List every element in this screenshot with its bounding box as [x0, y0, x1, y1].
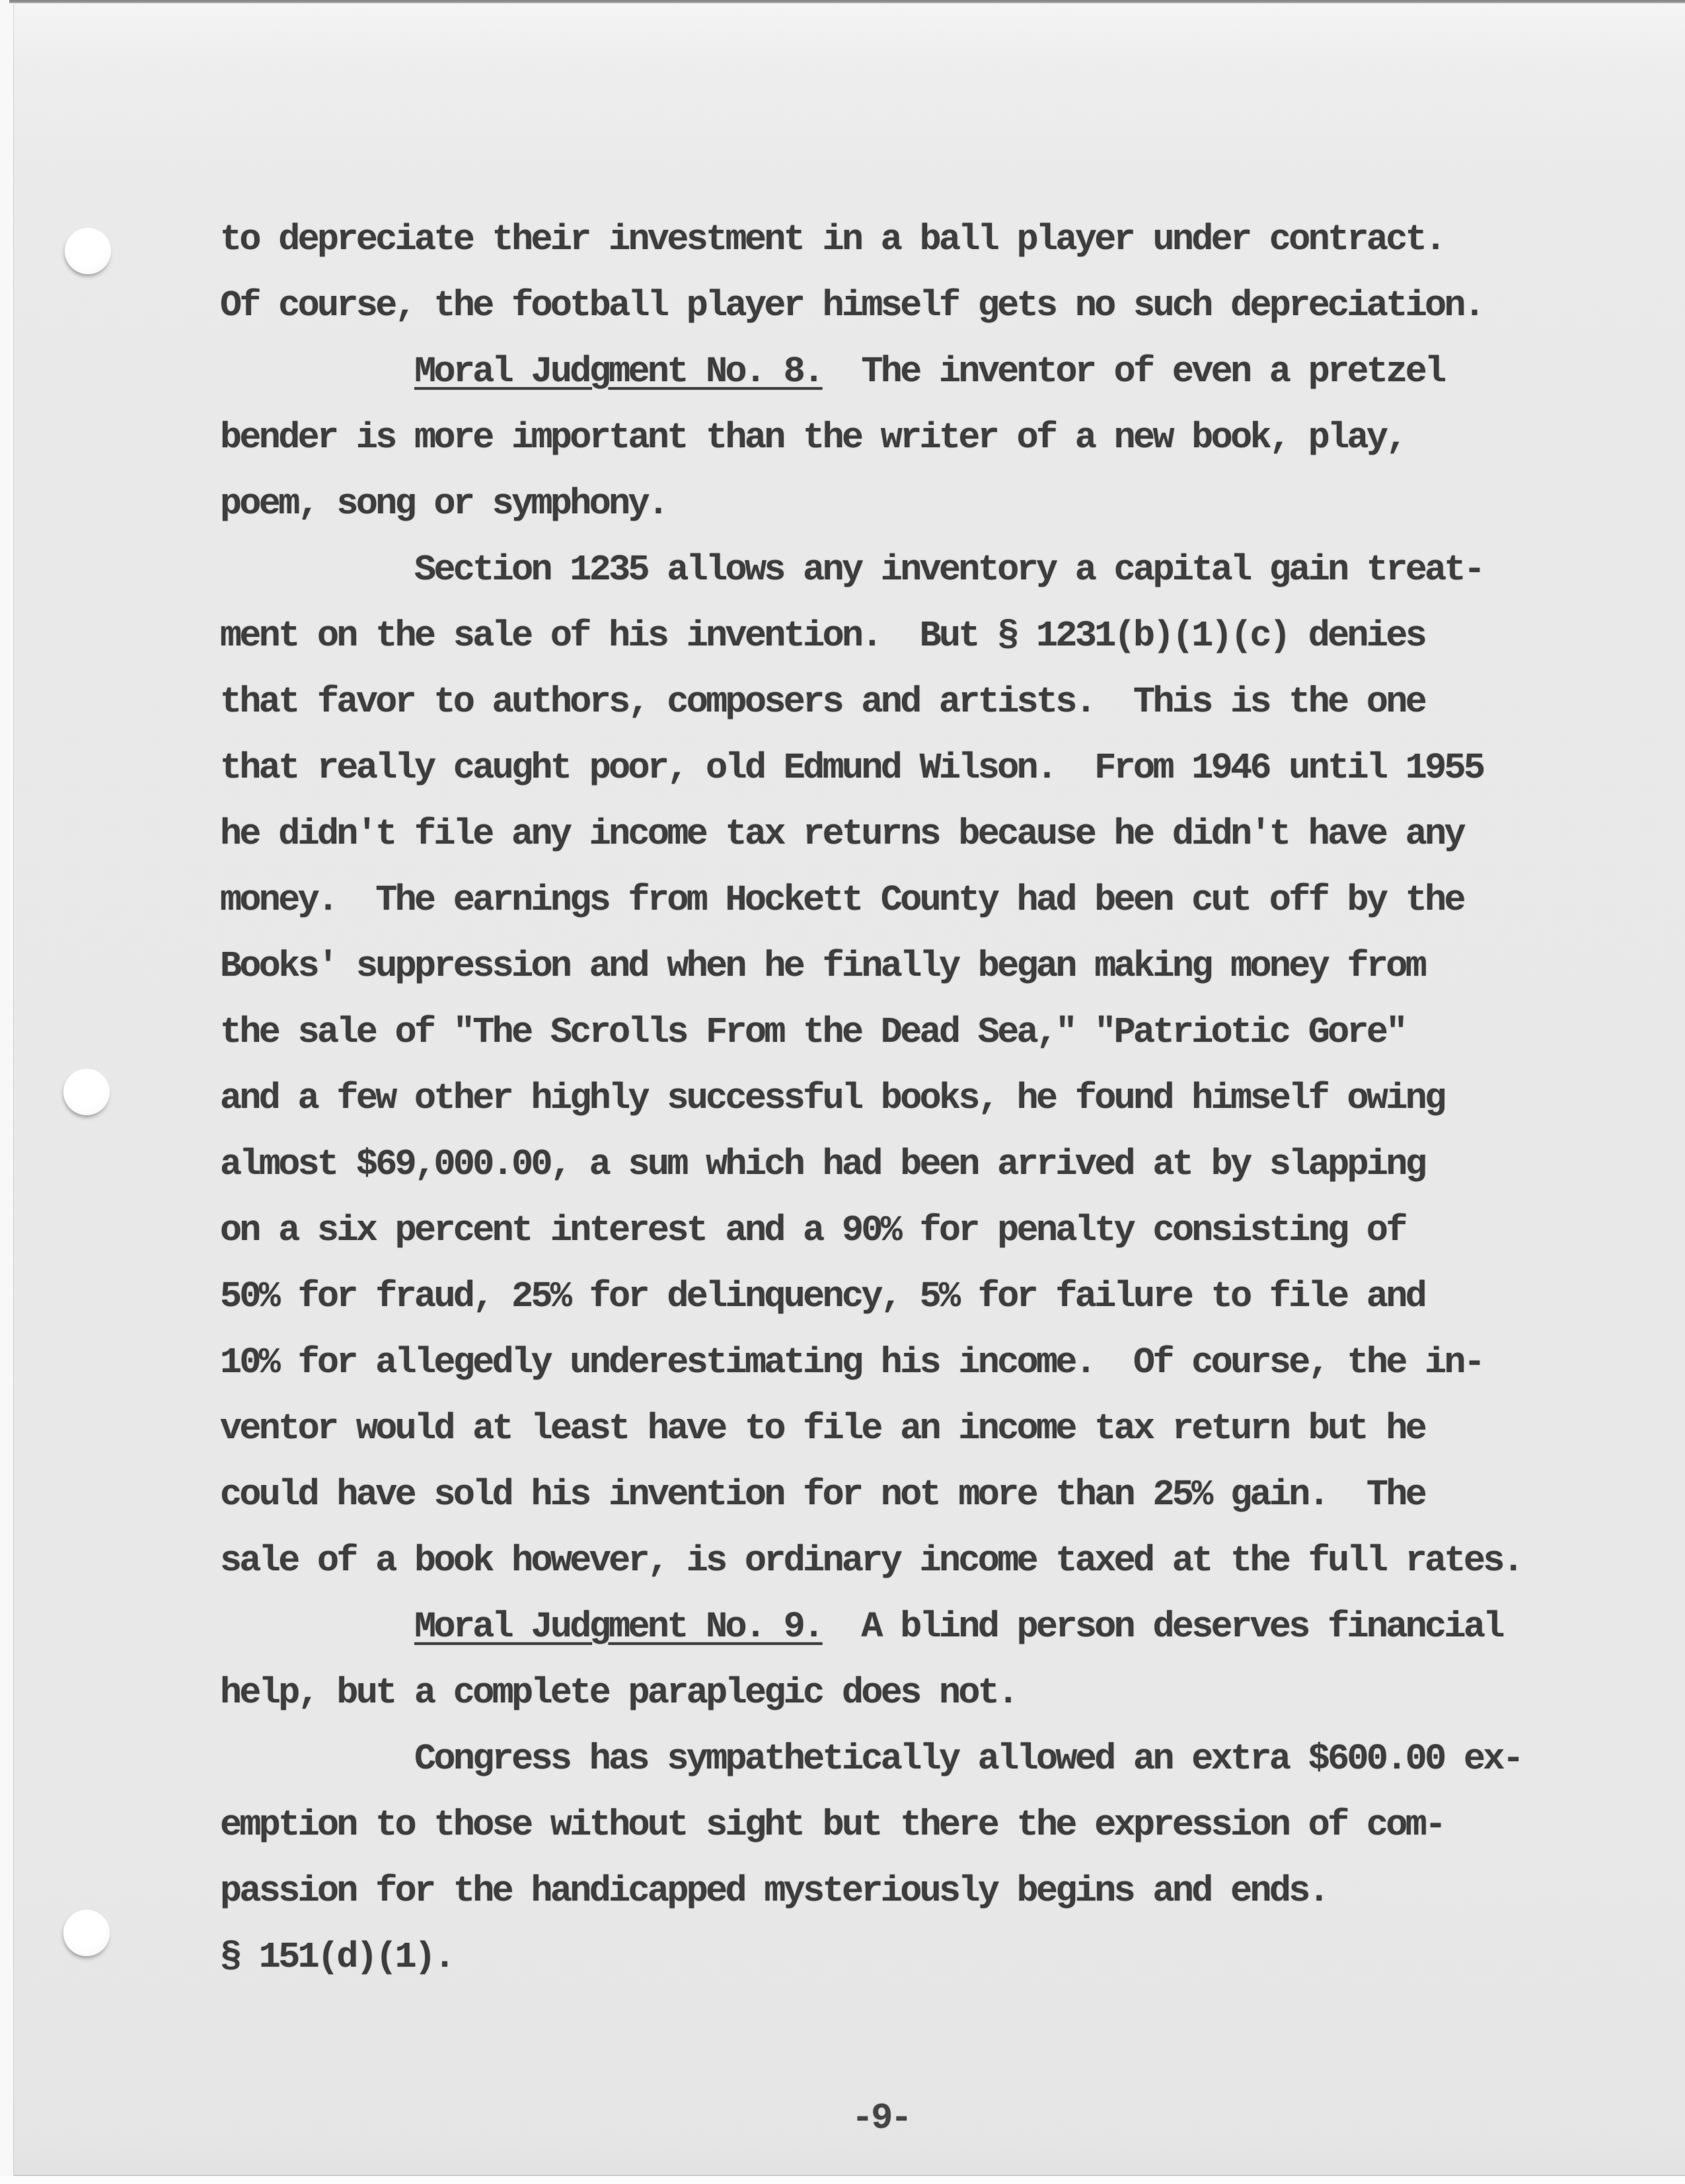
text-segment: ventor would at least have to file an income tax return but he [220, 1408, 1425, 1449]
text-segment: ment on the sale of his invention. But § 1231(b)(1)(c) denies [220, 615, 1425, 657]
text-line [220, 1330, 1522, 1396]
text-line [220, 207, 1522, 273]
underlined-heading: Moral Judgment No. 8. [414, 351, 823, 392]
page-number: -9- [851, 2097, 911, 2139]
text-line [220, 537, 1522, 603]
text-line [220, 1000, 1522, 1066]
text-segment: emption to those without sight but there the expression of com- [220, 1804, 1444, 1846]
text-line [220, 339, 1522, 405]
text-line [220, 273, 1522, 339]
text-segment: that really caught poor, old Edmund Wilson. From 1946 until 1955 [220, 747, 1483, 789]
text-segment: § 151(d)(1). [220, 1936, 453, 1978]
text-segment: Of course, the football player himself gets no such depreciation. [220, 285, 1483, 326]
text-segment: almost $69,000.00, a sum which had been arrived at by slapping [220, 1144, 1425, 1185]
text-line [220, 1066, 1522, 1132]
scan-top-edge [9, 0, 1685, 3]
text-segment [220, 351, 414, 392]
text-segment: the sale of "The Scrolls From the Dead Sea," "Patriotic Gore" [220, 1011, 1405, 1053]
text-line [220, 801, 1522, 867]
text-line [220, 405, 1522, 471]
text-segment: he didn't file any income tax returns because he didn't have any [220, 813, 1464, 855]
text-line [220, 1726, 1522, 1792]
underlined-heading: Moral Judgment No. 9. [414, 1606, 823, 1648]
text-line [220, 1792, 1522, 1858]
text-segment: Congress has sympathetically allowed an extra $600.00 ex- [220, 1738, 1522, 1780]
text-line [220, 1462, 1522, 1528]
text-line [220, 471, 1522, 537]
text-segment: and a few other highly successful books, he found himself owing [220, 1077, 1444, 1119]
text-segment: A blind person deserves financial [822, 1606, 1503, 1648]
text-line [220, 1858, 1522, 1924]
text-line [220, 1660, 1522, 1726]
text-segment: help, but a complete paraplegic does not. [220, 1672, 1017, 1714]
document-text [220, 207, 1522, 1990]
hole-punch [63, 1910, 110, 1956]
text-line [220, 933, 1522, 1000]
text-segment: to depreciate their investment in a ball player under contract. [220, 219, 1444, 260]
hole-punch [65, 228, 111, 274]
text-segment: on a six percent interest and a 90% for penalty consisting of [220, 1210, 1405, 1251]
text-line [220, 1396, 1522, 1462]
hole-punch [63, 1069, 110, 1115]
scan-bottom-edge [0, 2176, 1685, 2184]
text-segment: bender is more important than the writer of a new book, play, [220, 417, 1405, 458]
text-line [220, 1132, 1522, 1198]
text-segment: Section 1235 allows any inventory a capital gain treat- [220, 549, 1483, 591]
text-line [220, 1594, 1522, 1660]
text-segment: that favor to authors, composers and artists. This is the one [220, 681, 1425, 723]
text-segment: money. The earnings from Hockett County had been cut off by the [220, 879, 1464, 921]
text-segment: poem, song or symphony. [220, 483, 667, 525]
text-segment: The inventor of even a pretzel [822, 351, 1444, 392]
text-segment: passion for the handicapped mysteriously begins and ends. [220, 1870, 1328, 1912]
text-segment: 50% for fraud, 25% for delinquency, 5% for failure to file and [220, 1276, 1425, 1317]
text-line [220, 867, 1522, 933]
text-line [220, 669, 1522, 735]
text-segment: could have sold his invention for not more than 25% gain. The [220, 1474, 1425, 1515]
text-line [220, 1198, 1522, 1264]
text-segment: Books' suppression and when he finally began making money from [220, 945, 1425, 987]
text-line [220, 1264, 1522, 1330]
text-line [220, 735, 1522, 801]
text-line [220, 603, 1522, 669]
text-segment [220, 1606, 414, 1648]
text-line [220, 1924, 1522, 1990]
text-segment: 10% for allegedly underestimating his income. Of course, the in- [220, 1342, 1483, 1383]
text-line [220, 1528, 1522, 1594]
text-segment: sale of a book however, is ordinary income taxed at the full rates. [220, 1540, 1522, 1582]
